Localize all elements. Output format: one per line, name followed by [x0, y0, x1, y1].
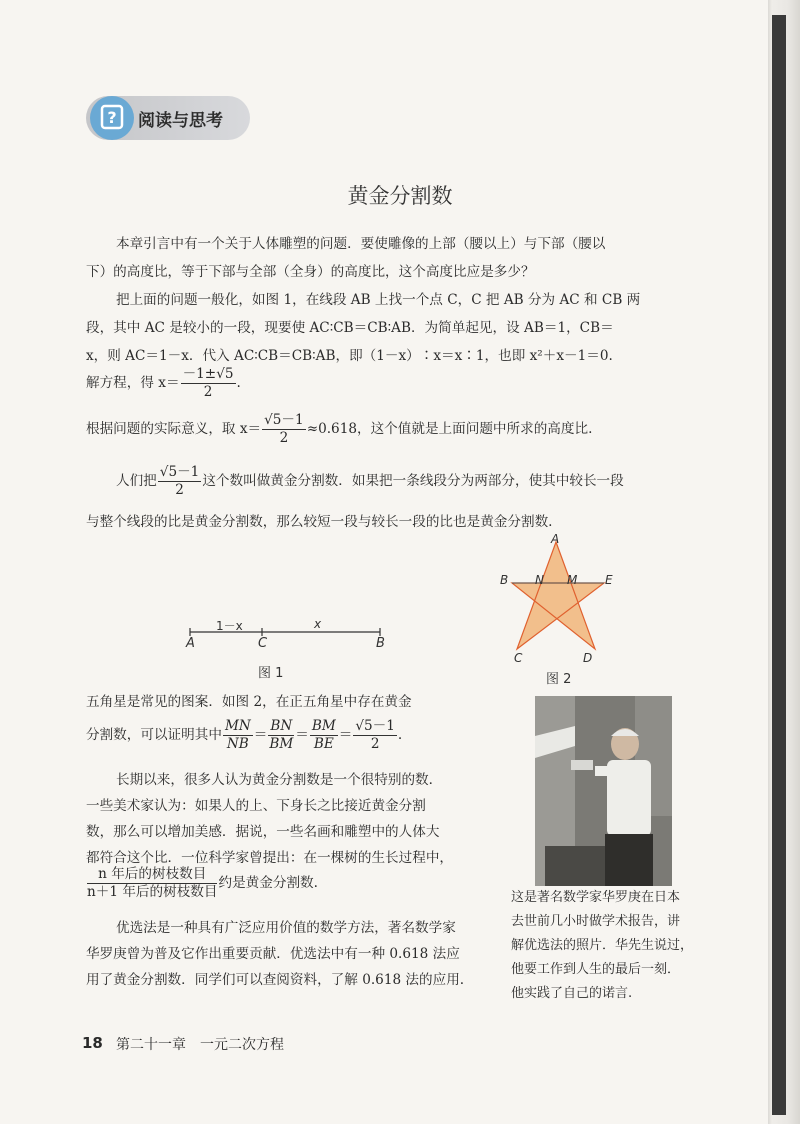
page-edge	[768, 0, 800, 1124]
chapter-title: 第二十一章 一元二次方程	[116, 1037, 284, 1053]
fig2-point-a: A	[551, 532, 560, 546]
para6-line1: 长期以来，很多人认为黄金分割数是一个很特别的数．	[116, 772, 443, 788]
fig2-point-e: E	[605, 573, 613, 587]
photo-caption: 这是著名数学家华罗庚在日本 去世前几小时做学术报告，讲 解优选法的照片．华先生说过， 他要工作到人生的最后一刻． 他实践了自己的诺言.	[511, 890, 694, 1001]
para3: 根据问题的实际意义，取 x＝ $\frac{√5-1}{2}$ ≈0.618，这个值就是上面问题中所求的高度比.	[86, 412, 593, 446]
fig1-point-a: A	[186, 636, 195, 651]
section-tag-label: 阅读与思考	[138, 111, 223, 131]
fig2-point-b: B	[500, 573, 509, 587]
root-fraction: $\frac{-1\pm√5}{2}$	[182, 366, 234, 400]
para2-line2: 段，其中 AC 是较小的一段，现要使 AC∶CB＝CB∶AB．为简单起见，设 AB＝1，CB＝	[86, 320, 614, 336]
para6-line2: 一些美术家认为：如果人的上、下身长之比接近黄金分割	[86, 798, 426, 814]
fig1-point-b: B	[376, 636, 385, 651]
tree-fraction: $\frac{\text{n 年后的树枝数目}}{\text{n＋1 年后的树枝数目}}$	[87, 866, 218, 900]
page-title: 黄金分割数	[347, 184, 453, 208]
para6-line3: 数，那么可以增加美感．据说，一些名画和雕塑中的人体大	[86, 824, 440, 840]
fig1-label-x: x	[314, 617, 322, 631]
golden-fraction: $\frac{√5-1}{2}$	[264, 412, 304, 446]
para2-line4-pre: 解方程，得 x＝	[86, 375, 180, 391]
fig1-point-c: C	[258, 636, 268, 651]
figure-1	[180, 610, 400, 650]
fig1-label-1x: 1－x	[216, 619, 243, 633]
para4-line1: 人们把 $\frac{√5-1}{2}$ 这个数叫做黄金分割数．如果把一条线段分为两部分，使其中较长一段	[116, 464, 624, 498]
para2-line1: 把上面的问题一般化，如图 1，在线段 AB 上找一个点 C，C 把 AB 分为 AC 和 CB 两	[116, 292, 641, 308]
fig2-point-n: N	[535, 573, 544, 587]
para2-line4: 解方程，得 x＝ $\frac{-1\pm√5}{2}$ .	[86, 366, 241, 400]
para1-line1: 本章引言中有一个关于人体雕塑的问题．要使雕像的上部（腰以上）与下部（腰以	[116, 236, 606, 252]
para7-line3: 用了黄金分割数．同学们可以查阅资料，了解 0.618 法的应用.	[86, 972, 465, 988]
photo-hua-luogeng	[535, 696, 672, 886]
fig1-caption: 图 1	[258, 666, 284, 681]
fig2-caption: 图 2	[546, 672, 572, 687]
para4-line2: 与整个线段的比是黄金分割数，那么较短一段与较长一段的比也是黄金分割数.	[86, 514, 553, 530]
para6-line5: $\frac{\text{n 年后的树枝数目}}{\text{n＋1 年后的树枝数目}}$ 约是黄金分割数.	[87, 866, 318, 900]
golden-fraction-2: $\frac{√5-1}{2}$	[159, 464, 200, 498]
figure-2-star	[495, 530, 625, 670]
page-number: 18	[82, 1034, 103, 1052]
para5-line2: 分割数，可以证明其中 $\frac{MN}{NB}$ ＝ $\frac{BN}{BM}$ ＝ $\frac{BM}{BE}$ ＝ $\frac{√5-1}{2}$ .	[86, 718, 403, 752]
fig2-point-c: C	[514, 651, 523, 665]
fig2-point-d: D	[583, 651, 593, 665]
para2-line3: x，则 AC＝1－x．代入 AC∶CB＝CB∶AB，即（1－x）∶x＝x∶1，也即 x²＋x－1＝0.	[86, 348, 613, 364]
para6-line4: 都符合这个比．一位科学家曾提出：在一棵树的生长过程中，	[86, 850, 454, 866]
fig2-point-m: M	[567, 573, 578, 587]
para7-line1: 优选法是一种具有广泛应用价值的数学方法，著名数学家	[116, 920, 456, 936]
para1-line2: 下）的高度比，等于下部与全部（全身）的高度比，这个高度比应是多少？	[86, 264, 535, 280]
question-icon	[90, 96, 134, 140]
para7-line2: 华罗庚曾为普及它作出重要贡献．优选法中有一种 0.618 法应	[86, 946, 460, 962]
para5-line1: 五角星是常见的图案．如图 2，在正五角星中存在黄金	[86, 694, 412, 710]
svg-text:?: ?	[107, 108, 117, 127]
